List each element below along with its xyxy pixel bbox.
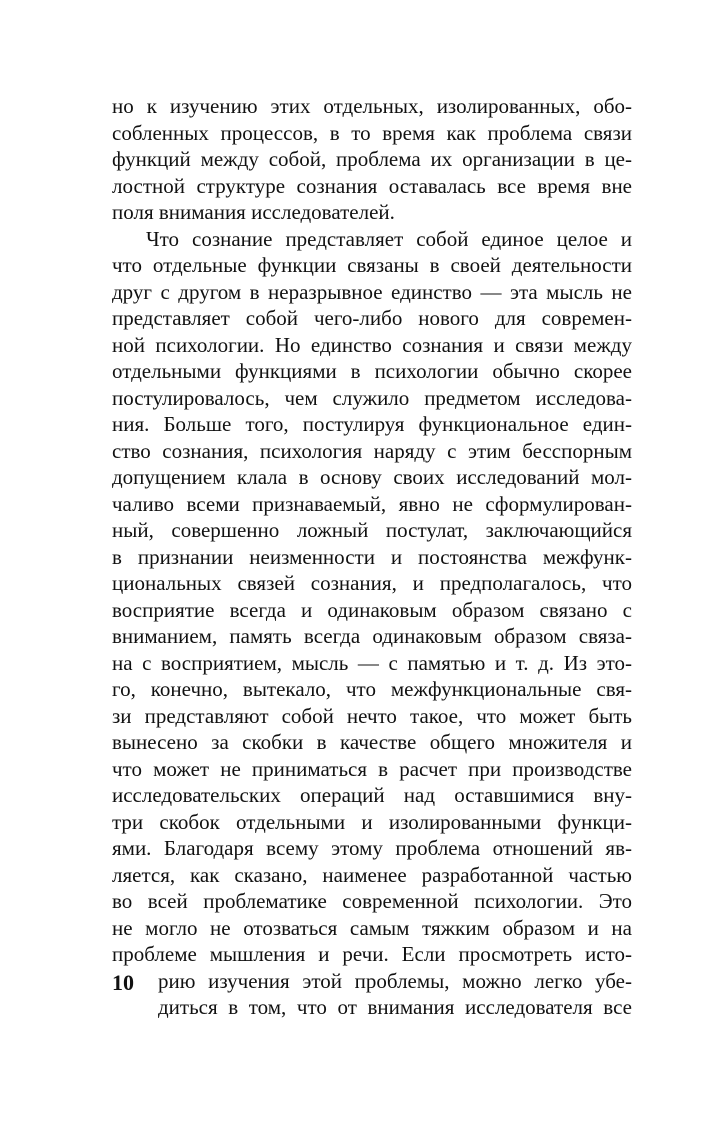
paragraph-start-line: Что сознание представляет собой единое целое и <box>146 226 632 251</box>
text-line: функций между собой, проблема их организации в це- <box>112 147 632 171</box>
text-line: но к изучению этих отдельных, изолированных, обо- <box>112 94 632 118</box>
text-line: восприятие всегда и одинаковым образом связано с <box>112 597 632 622</box>
text-line: на с восприятием, мысль — с памятью и т. д. Из это- <box>112 650 632 675</box>
text-line: поля внимания исследователей. <box>112 200 395 224</box>
text-line: диться в том, что от внимания исследователя все <box>158 995 632 1019</box>
text-line: что отдельные функции связаны в своей деятельности <box>112 253 632 277</box>
page-number: 10 <box>112 970 134 995</box>
text-line: ния. Больше того, постулируя функциональное един- <box>112 412 632 436</box>
text-line: ной психологии. Но единство сознания и связи между <box>112 332 632 357</box>
text-line: ляется, как сказано, наименее разработанной частью <box>112 862 632 887</box>
text-line: исследовательских операций над оставшимися вну- <box>112 783 632 807</box>
text-line: в признании неизменности и постоянства межфунк- <box>112 544 632 569</box>
text-line: отдельными функциями в психологии обычно скорее <box>112 359 632 383</box>
text-line: ство сознания, психология наряду с этим бесспорным <box>112 438 632 463</box>
text-line: допущением клала в основу своих исследований мол- <box>112 465 632 489</box>
text-line: во всей проблематике современной психологии. Это <box>112 889 632 913</box>
text-line: не могло не отозваться самым тяжким образом и на <box>112 915 632 940</box>
text-line: зи представляют собой нечто такое, что может быть <box>112 703 632 728</box>
text-line: что может не приниматься в расчет при производстве <box>112 756 632 781</box>
text-line: представляет собой чего-либо нового для современ- <box>112 306 632 330</box>
text-line: ный, совершенно ложный постулат, заключающийся <box>112 518 632 542</box>
text-line: чаливо всеми признаваемый, явно не сформулирован- <box>112 491 632 516</box>
text-line: три скобок отдельными и изолированными функци- <box>112 809 632 834</box>
text-line: вниманием, память всегда одинаковым образом связа- <box>112 624 632 648</box>
text-line: постулировалось, чем служило предметом исследова- <box>112 385 632 410</box>
text-line: лостной структуре сознания оставалась все время вне <box>112 173 632 198</box>
text-line: проблеме мышления и речи. Если просмотреть исто- <box>112 942 632 966</box>
text-line: ями. Благодаря всему этому проблема отношений яв- <box>112 836 632 860</box>
body-text <box>112 93 632 1021</box>
text-line: друг с другом в неразрывное единство — эта мысль не <box>112 279 632 304</box>
text-line: рию изучения этой проблемы, можно легко убе- <box>158 968 632 993</box>
text-line: вынесено за скобки в качестве общего множителя и <box>112 730 632 754</box>
text-line: собленных процессов, в то время как проблема связи <box>112 120 632 145</box>
text-line: го, конечно, вытекало, что межфункциональные свя- <box>112 677 632 701</box>
text-line: циональных связей сознания, и предполагалось, что <box>112 571 632 595</box>
